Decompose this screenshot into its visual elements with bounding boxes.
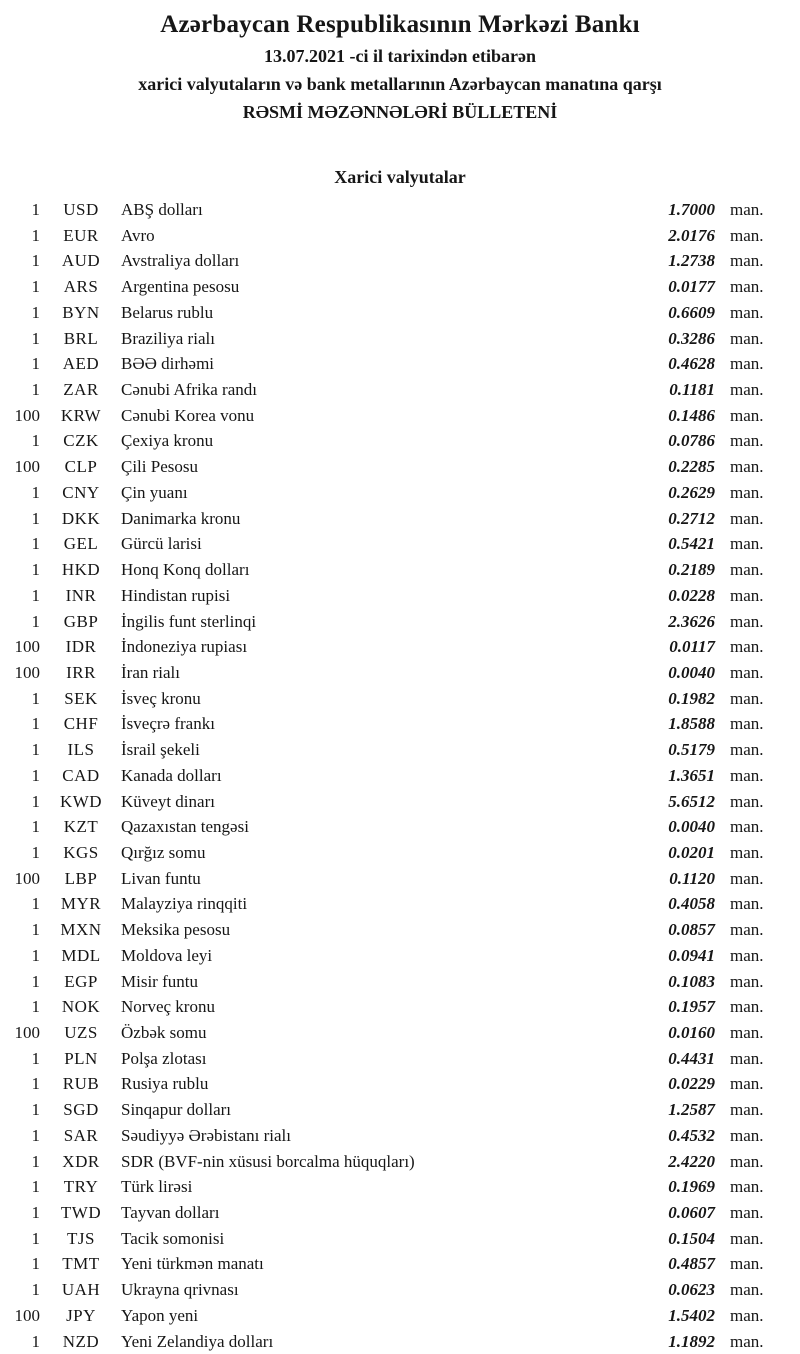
quantity-cell: 1 — [31, 997, 40, 1017]
quantity-cell: 1 — [31, 302, 40, 322]
currency-name-cell: Malayziya rinqqiti — [121, 894, 248, 914]
rate-value-cell: 1.1892 — [668, 1331, 715, 1351]
quantity-cell: 1 — [31, 1125, 40, 1145]
table-row — [0, 1123, 800, 1149]
section-title-foreign-currencies: Xarici valyutalar — [334, 167, 466, 187]
currency-code-cell: AUD — [61, 251, 101, 271]
table-row — [0, 1097, 800, 1123]
currency-code-cell: TWD — [60, 1203, 102, 1223]
quantity-cell: 100 — [14, 1023, 40, 1042]
table-row — [0, 1277, 800, 1303]
table-row — [0, 763, 800, 789]
table-row — [0, 1046, 800, 1072]
quantity-cell: 1 — [31, 1331, 40, 1351]
table-row — [0, 351, 800, 377]
quantity-cell: 1 — [31, 817, 40, 837]
currency-name-cell: ABŞ dolları — [121, 200, 203, 219]
bulletin-title: RƏSMİ MƏZƏNNƏLƏRİ BÜLLETENİ — [242, 102, 558, 122]
unit-cell: man. — [730, 225, 764, 245]
currency-code-cell: KWD — [59, 791, 103, 811]
currency-code-cell: CNY — [62, 482, 100, 502]
currency-name-cell: Ukrayna qrivnası — [121, 1280, 239, 1300]
currency-name-cell: Çin yuanı — [121, 482, 188, 502]
currency-code-cell: EGP — [64, 971, 98, 991]
bank-title: Azərbaycan Respublikasının Mərkəzi Bankı — [160, 11, 640, 38]
table-row — [0, 1020, 800, 1046]
currency-name-cell: Yeni Zelandiya dolları — [121, 1331, 274, 1351]
unit-cell: man. — [730, 1203, 764, 1223]
table-row — [0, 300, 800, 326]
unit-cell: man. — [730, 1125, 764, 1145]
rate-value-cell: 0.4058 — [668, 894, 715, 914]
rate-value-cell: 0.0229 — [668, 1074, 715, 1094]
unit-cell: man. — [730, 791, 764, 811]
currency-code-cell: BRL — [63, 328, 99, 348]
rate-value-cell: 0.0941 — [668, 945, 715, 965]
currency-code-cell: SGD — [63, 1100, 99, 1120]
rate-value-cell: 0.1982 — [668, 688, 715, 708]
currency-name-cell: Çili Pesosu — [121, 457, 198, 477]
currency-name-cell: Özbək somu — [121, 1023, 207, 1042]
currency-code-cell: RUB — [62, 1074, 100, 1094]
currency-code-cell: TRY — [63, 1177, 99, 1197]
rate-value-cell: 0.0607 — [668, 1203, 715, 1223]
table-row — [0, 1329, 800, 1354]
quantity-cell: 1 — [31, 791, 40, 811]
table-row — [0, 557, 800, 583]
quantity-cell: 1 — [31, 971, 40, 991]
quantity-cell: 1 — [31, 585, 40, 605]
currency-code-cell: IRR — [66, 662, 96, 682]
rate-value-cell: 0.0623 — [668, 1280, 715, 1300]
rate-value-cell: 5.6512 — [668, 791, 715, 811]
rate-value-cell: 0.6609 — [668, 302, 715, 322]
unit-cell: man. — [730, 1074, 764, 1094]
unit-cell: man. — [730, 1100, 764, 1120]
unit-cell: man. — [730, 945, 764, 965]
table-row — [0, 840, 800, 866]
currency-code-cell: DKK — [61, 508, 101, 528]
currency-code-cell: TJS — [67, 1228, 95, 1248]
currency-code-cell: EUR — [63, 225, 99, 245]
quantity-cell: 1 — [31, 765, 40, 785]
unit-cell: man. — [730, 1254, 764, 1274]
currency-name-cell: İsveç kronu — [121, 688, 201, 708]
quantity-cell: 1 — [31, 354, 40, 374]
currency-name-cell: Səudiyyə Ərəbistanı rialı — [121, 1125, 291, 1145]
unit-cell: man. — [730, 328, 764, 348]
currency-name-cell: Honq Konq dolları — [121, 560, 250, 580]
unit-cell: man. — [730, 765, 764, 785]
table-row — [0, 711, 800, 737]
table-row — [0, 917, 800, 943]
quantity-cell: 1 — [31, 1228, 40, 1248]
currency-name-cell: Kanada dolları — [121, 765, 222, 785]
currency-code-cell: LBP — [64, 868, 98, 888]
rate-value-cell: 0.4628 — [668, 354, 715, 374]
table-row — [0, 403, 800, 429]
table-row — [0, 634, 800, 660]
table-row — [0, 480, 800, 506]
currency-name-cell: Meksika pesosu — [121, 920, 231, 940]
currency-name-cell: Yapon yeni — [121, 1305, 199, 1325]
currency-code-cell: ILS — [67, 740, 95, 760]
table-row — [0, 814, 800, 840]
currency-name-cell: Belarus rublu — [121, 302, 214, 322]
currency-name-cell: Çexiya kronu — [121, 431, 214, 451]
currency-name-cell: İngilis funt sterlinqi — [121, 611, 257, 631]
table-row — [0, 1303, 800, 1329]
currency-code-cell: KZT — [63, 817, 99, 837]
rate-value-cell: 0.1120 — [669, 868, 715, 888]
rate-value-cell: 1.7000 — [668, 200, 715, 219]
unit-cell: man. — [730, 200, 764, 219]
quantity-cell: 1 — [31, 611, 40, 631]
unit-cell: man. — [730, 971, 764, 991]
currency-name-cell: Cənubi Afrika randı — [121, 380, 257, 400]
table-row — [0, 737, 800, 763]
rate-value-cell: 0.5179 — [668, 740, 715, 760]
rate-value-cell: 0.3286 — [668, 328, 715, 348]
currency-code-cell: BYN — [62, 302, 100, 322]
quantity-cell: 1 — [31, 508, 40, 528]
currency-name-cell: Braziliya rialı — [121, 328, 215, 348]
unit-cell: man. — [730, 1305, 764, 1325]
table-row — [0, 197, 800, 223]
unit-cell: man. — [730, 842, 764, 862]
currency-name-cell: Polşa zlotası — [121, 1048, 207, 1068]
currency-code-cell: UZS — [64, 1023, 98, 1042]
quantity-cell: 1 — [31, 688, 40, 708]
table-row — [0, 994, 800, 1020]
table-row — [0, 377, 800, 403]
unit-cell: man. — [730, 585, 764, 605]
quantity-cell: 1 — [31, 277, 40, 297]
currency-code-cell: KRW — [60, 405, 102, 425]
quantity-cell: 1 — [31, 1280, 40, 1300]
unit-cell: man. — [730, 817, 764, 837]
rate-value-cell: 1.3651 — [668, 765, 715, 785]
unit-cell: man. — [730, 457, 764, 477]
quantity-cell: 1 — [31, 482, 40, 502]
table-row — [0, 506, 800, 532]
currency-code-cell: GBP — [63, 611, 99, 631]
quantity-cell: 100 — [14, 405, 40, 425]
currency-name-cell: Sinqapur dolları — [121, 1100, 232, 1120]
currency-code-cell: JPY — [66, 1305, 96, 1325]
rate-value-cell: 0.4532 — [668, 1125, 715, 1145]
currency-code-cell: PLN — [64, 1048, 98, 1068]
unit-cell: man. — [730, 251, 764, 271]
table-row — [0, 686, 800, 712]
currency-name-cell: İsrail şekeli — [121, 740, 200, 760]
unit-cell: man. — [730, 920, 764, 940]
quantity-cell: 1 — [31, 842, 40, 862]
rate-value-cell: 0.0228 — [668, 585, 715, 605]
unit-cell: man. — [730, 740, 764, 760]
quantity-cell: 1 — [31, 1254, 40, 1274]
rate-value-cell: 0.2712 — [668, 508, 715, 528]
currency-code-cell: INR — [65, 585, 97, 605]
rate-value-cell: 0.0117 — [669, 637, 715, 657]
rate-value-cell: 0.1504 — [668, 1228, 715, 1248]
currency-code-cell: IDR — [65, 637, 97, 657]
quantity-cell: 100 — [14, 662, 40, 682]
rate-value-cell: 0.2629 — [668, 482, 715, 502]
currency-name-cell: Danimarka kronu — [121, 508, 241, 528]
rate-value-cell: 2.4220 — [668, 1151, 715, 1171]
unit-cell: man. — [730, 868, 764, 888]
quantity-cell: 1 — [31, 894, 40, 914]
unit-cell: man. — [730, 1228, 764, 1248]
currency-name-cell: Cənubi Korea vonu — [121, 405, 255, 425]
unit-cell: man. — [730, 1177, 764, 1197]
currency-code-cell: KGS — [63, 842, 99, 862]
table-row — [0, 274, 800, 300]
rate-value-cell: 0.1486 — [668, 405, 715, 425]
currency-code-cell: NOK — [61, 997, 101, 1017]
rate-value-cell: 0.5421 — [668, 534, 715, 554]
rate-value-cell: 0.4857 — [668, 1254, 715, 1274]
currency-name-cell: Rusiya rublu — [121, 1074, 209, 1094]
unit-cell: man. — [730, 302, 764, 322]
quantity-cell: 1 — [31, 920, 40, 940]
rate-value-cell: 0.0786 — [668, 431, 715, 451]
currency-code-cell: SAR — [63, 1125, 99, 1145]
table-row — [0, 223, 800, 249]
unit-cell: man. — [730, 1023, 764, 1042]
quantity-cell: 1 — [31, 1048, 40, 1068]
rate-value-cell: 0.0160 — [668, 1023, 715, 1042]
table-row — [0, 789, 800, 815]
rate-value-cell: 0.0040 — [668, 817, 715, 837]
currency-code-cell: SEK — [64, 688, 98, 708]
currency-name-cell: Türk lirəsi — [121, 1177, 193, 1197]
unit-cell: man. — [730, 714, 764, 734]
currency-name-cell: BƏƏ dirhəmi — [121, 354, 215, 374]
quantity-cell: 1 — [31, 740, 40, 760]
unit-cell: man. — [730, 611, 764, 631]
rate-value-cell: 0.0040 — [668, 662, 715, 682]
effective-date-line: 13.07.2021 -ci il tarixindən etibarən — [264, 46, 536, 66]
table-row — [0, 866, 800, 892]
quantity-cell: 1 — [31, 560, 40, 580]
currency-code-cell: NZD — [62, 1331, 100, 1351]
unit-cell: man. — [730, 482, 764, 502]
currency-code-cell: AED — [62, 354, 100, 374]
quantity-cell: 100 — [14, 1305, 40, 1325]
currency-name-cell: Argentina pesosu — [121, 277, 240, 297]
table-row — [0, 1071, 800, 1097]
rates-table — [0, 197, 800, 1354]
unit-cell: man. — [730, 405, 764, 425]
currency-name-cell: Tacik somonisi — [121, 1228, 225, 1248]
rate-value-cell: 1.2738 — [668, 251, 715, 271]
quantity-cell: 100 — [14, 637, 40, 657]
quantity-cell: 100 — [14, 868, 40, 888]
table-row — [0, 969, 800, 995]
currency-name-cell: Qazaxıstan tengəsi — [121, 817, 249, 837]
unit-cell: man. — [730, 1280, 764, 1300]
quantity-cell: 1 — [31, 200, 40, 219]
unit-cell: man. — [730, 431, 764, 451]
currency-code-cell: XDR — [62, 1151, 100, 1171]
currency-code-cell: CLP — [64, 457, 98, 477]
unit-cell: man. — [730, 997, 764, 1017]
currency-name-cell: Norveç kronu — [121, 997, 215, 1017]
currency-name-cell: Hindistan rupisi — [121, 585, 231, 605]
currency-name-cell: Avro — [121, 225, 155, 245]
currency-code-cell: MXN — [60, 920, 102, 940]
table-row — [0, 1149, 800, 1175]
table-row — [0, 891, 800, 917]
currency-code-cell: CHF — [63, 714, 99, 734]
unit-cell: man. — [730, 1331, 764, 1351]
quantity-cell: 1 — [31, 225, 40, 245]
table-row — [0, 1251, 800, 1277]
currency-name-cell: Moldova leyi — [121, 945, 213, 965]
table-row — [0, 531, 800, 557]
unit-cell: man. — [730, 508, 764, 528]
rate-value-cell: 0.0201 — [668, 842, 715, 862]
rate-value-cell: 0.2285 — [668, 457, 715, 477]
quantity-cell: 1 — [31, 328, 40, 348]
currency-code-cell: GEL — [63, 534, 99, 554]
unit-cell: man. — [730, 380, 764, 400]
quantity-cell: 1 — [31, 534, 40, 554]
table-row — [0, 428, 800, 454]
currency-code-cell: MDL — [61, 945, 101, 965]
currency-code-cell: TMT — [62, 1254, 100, 1274]
rate-value-cell: 0.1957 — [668, 997, 715, 1017]
currency-name-cell: İran rialı — [121, 662, 180, 682]
currency-code-cell: UAH — [61, 1280, 101, 1300]
currency-name-cell: Livan funtu — [121, 868, 201, 888]
rate-value-cell: 0.0857 — [668, 920, 715, 940]
currency-name-cell: Yeni türkmən manatı — [121, 1254, 264, 1274]
currency-name-cell: Misir funtu — [121, 971, 198, 991]
currency-name-cell: SDR (BVF-nin xüsusi borcalma hüquqları) — [121, 1151, 415, 1171]
quantity-cell: 1 — [31, 1203, 40, 1223]
quantity-cell: 100 — [14, 457, 40, 477]
currency-name-cell: İsveçrə frankı — [121, 714, 215, 734]
quantity-cell: 1 — [31, 1074, 40, 1094]
quantity-cell: 1 — [31, 714, 40, 734]
unit-cell: man. — [730, 560, 764, 580]
currency-code-cell: ARS — [63, 277, 99, 297]
table-row — [0, 660, 800, 686]
table-row — [0, 1226, 800, 1252]
currency-code-cell: ZAR — [63, 380, 99, 400]
rate-value-cell: 1.5402 — [668, 1305, 715, 1325]
quantity-cell: 1 — [31, 431, 40, 451]
currency-name-cell: Küveyt dinarı — [121, 791, 215, 811]
table-row — [0, 1200, 800, 1226]
unit-cell: man. — [730, 662, 764, 682]
table-row — [0, 1174, 800, 1200]
table-row — [0, 248, 800, 274]
currency-name-cell: Qırğız somu — [121, 842, 206, 862]
quantity-cell: 1 — [31, 1177, 40, 1197]
unit-cell: man. — [730, 534, 764, 554]
currency-code-cell: CZK — [63, 431, 99, 451]
rate-value-cell: 0.1083 — [668, 971, 715, 991]
table-row — [0, 609, 800, 635]
unit-cell: man. — [730, 1048, 764, 1068]
currency-code-cell: USD — [63, 200, 99, 219]
currency-name-cell: Tayvan dolları — [121, 1203, 220, 1223]
rate-value-cell: 1.8588 — [668, 714, 715, 734]
unit-cell: man. — [730, 1151, 764, 1171]
unit-cell: man. — [730, 637, 764, 657]
quantity-cell: 1 — [31, 1151, 40, 1171]
rate-value-cell: 1.2587 — [668, 1100, 715, 1120]
rate-value-cell: 2.0176 — [668, 225, 715, 245]
rate-value-cell: 2.3626 — [668, 611, 715, 631]
unit-cell: man. — [730, 688, 764, 708]
table-row — [0, 943, 800, 969]
table-row — [0, 583, 800, 609]
currency-name-cell: İndoneziya rupiası — [121, 637, 248, 657]
unit-cell: man. — [730, 354, 764, 374]
rate-value-cell: 0.1181 — [669, 380, 715, 400]
currency-code-cell: HKD — [61, 560, 101, 580]
quantity-cell: 1 — [31, 1100, 40, 1120]
currency-name-cell: Gürcü larisi — [121, 534, 202, 554]
rate-value-cell: 0.4431 — [668, 1048, 715, 1068]
quantity-cell: 1 — [31, 251, 40, 271]
subject-line: xarici valyutaların və bank metallarının Azərbaycan manatına qarşı — [138, 74, 662, 94]
quantity-cell: 1 — [31, 945, 40, 965]
rate-value-cell: 0.2189 — [668, 560, 715, 580]
currency-code-cell: CAD — [62, 765, 100, 785]
rate-value-cell: 0.1969 — [668, 1177, 715, 1197]
unit-cell: man. — [730, 894, 764, 914]
table-row — [0, 454, 800, 480]
rate-value-cell: 0.0177 — [668, 277, 715, 297]
quantity-cell: 1 — [31, 380, 40, 400]
currency-code-cell: MYR — [60, 894, 102, 914]
table-row — [0, 326, 800, 352]
currency-name-cell: Avstraliya dolları — [121, 251, 240, 271]
unit-cell: man. — [730, 277, 764, 297]
